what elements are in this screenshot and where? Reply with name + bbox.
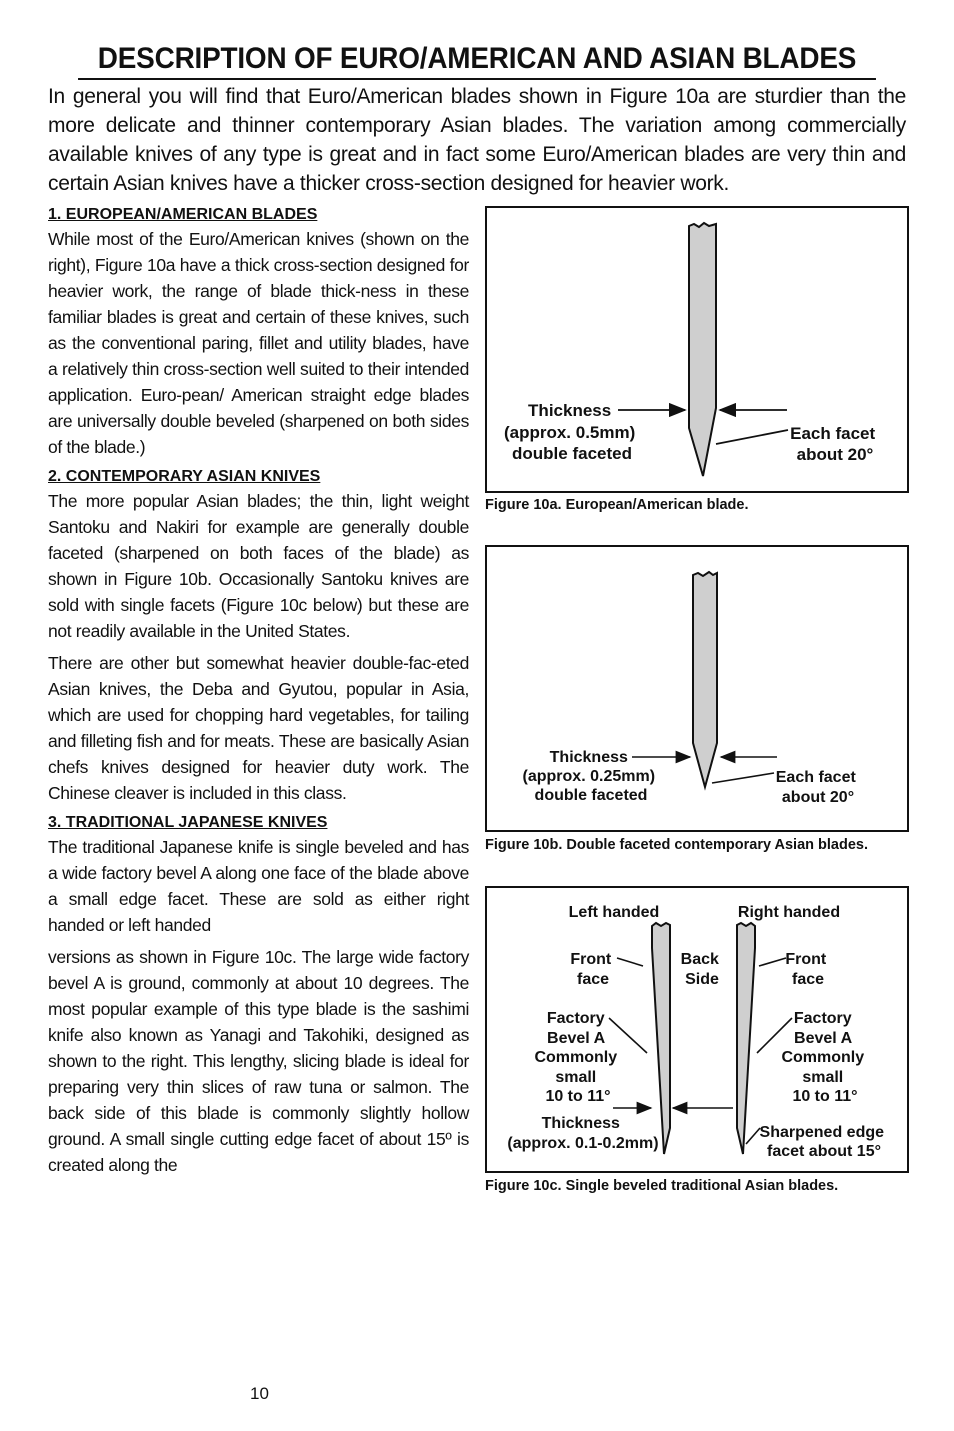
factory-bevel-right-label: Factory — [793, 1010, 852, 1027]
left-handed-blade — [652, 923, 670, 1154]
section-heading-euro-american: 1. EUROPEAN/AMERICAN BLADES — [48, 206, 318, 223]
sharpened-edge-label: Sharpened edge — [759, 1124, 885, 1141]
intro-paragraph: In general you will find that Euro/American blades shown in Figure 10a are sturdier than the more delicate and thinner contemporary Asian blades. The variation among commercially available knives of any type is great and in fact some Euro/American blades are very thin and certain Asian knives have a thicker cross-section designed for heavier work. — [48, 85, 906, 195]
fig10b-caption: Figure 10b. Double faceted contemporary Asian blades. — [485, 837, 869, 853]
fig10a-facet-label: Each facet — [790, 424, 876, 443]
fig10b-thickness-type: double faceted — [534, 787, 648, 804]
svg-text:Front face — [785, 951, 830, 988]
sharpened-edge-label-2: facet about 15° — [767, 1143, 881, 1160]
factory-bevel-right-label-5: 10 to 11° — [792, 1088, 858, 1105]
fig10a-facet-angle: about 20° — [796, 445, 874, 464]
back-side-label-2: Side — [685, 971, 719, 988]
svg-text:Factory Bevel A Co — [534, 1010, 621, 1105]
factory-bevel-right-label-4: small — [802, 1069, 844, 1086]
factory-bevel-left-label-5: 10 to 11° — [545, 1088, 611, 1105]
section-paragraph: There are other but somewhat heavier double-fac-eted Asian knives, the Deba and Gyutou, popular in Asia, which are used for chopping hard vegetables, for tailing and filleting fish and for meats. These are basically Asian chefs knives designed for heavier duty work. The Chinese cleaver is included in this class. — [48, 653, 469, 803]
fig10a-caption: Figure 10a. European/American blade. — [485, 497, 749, 513]
svg-text:Sharpened edge facet abo — [760, 1124, 889, 1160]
fig10b-thickness-value: (approx. 0.25mm) — [522, 768, 656, 785]
figure-10b — [485, 545, 909, 832]
fig10a-thickness-value: (approx. 0.5mm) — [503, 423, 636, 442]
front-face-left-label-2: face — [576, 971, 610, 988]
section-paragraph: The more popular Asian blades; the thin, light weight Santoku and Nakiri for example are generally double faceted (sharpened on both faces of the blade) as shown in Figure 10b. Occasionally Santoku knives are sold with single facets (Figure 10c below) but these are not readily available in the United States. — [48, 491, 469, 641]
right-handed-label: Right handed — [737, 904, 841, 921]
fig10c-caption: Figure 10c. Single beveled traditional Asian blades. — [485, 1178, 839, 1194]
left-handed-label: Left handed — [568, 904, 660, 921]
section-paragraph: While most of the Euro/American knives (shown on the right), Figure 10a have a thick cross-section designed for heavier work, the range of blade thick-ness in these familiar blades is great and certain of these knives, such as the conventional paring, fillet and utility blades, have a relatively thin cross-section well suited to their intended application. Euro-pean/ American straight edge blades are universally double beveled (sharpened on both sides of the blade.) — [48, 229, 469, 457]
svg-text:Back Side — [681, 951, 724, 988]
factory-bevel-left-label: Factory — [546, 1010, 605, 1027]
front-face-right-label: Front — [785, 951, 827, 968]
svg-text:Each facet about 20° — [776, 769, 861, 806]
right-handed-blade — [737, 923, 755, 1154]
back-side-label: Back — [680, 951, 719, 968]
thickness-value: (approx. 0.1-0.2mm) — [507, 1135, 659, 1152]
figure-10a — [485, 206, 909, 493]
section-paragraph: versions as shown in Figure 10c. The large wide factory bevel A is ground, commonly at about 10 degrees. The most popular example of this type blade is the sashimi knife also known as Yanagi and Takohiki, designed as shown to the right. This lengthy, slicing blade is ideal for preparing very thin slices of raw tuna or salmon. The back side of this blade is commonly slightly hollow ground. A small single cutting edge facet of about 15º is created along the — [48, 947, 469, 1175]
svg-text:Each facet about 20° — [790, 424, 880, 464]
section-paragraph: The traditional Japanese knife is single beveled and has a wide factory bevel A along one face of the blade above a small edge facet. These are sold as either right handed or left handed — [48, 837, 469, 935]
page-title: DESCRIPTION OF EURO/AMERICAN AND ASIAN BLADES — [78, 40, 876, 80]
thickness-label: Thickness — [541, 1115, 620, 1132]
factory-bevel-right-label-2: Bevel A — [794, 1030, 852, 1047]
svg-text:Factory Bevel A Co — [781, 1010, 868, 1105]
svg-text:Front face — [570, 951, 615, 988]
page-number: 10 — [250, 1384, 269, 1403]
fig10b-thickness-label: Thickness — [549, 749, 628, 766]
figure-10c — [485, 886, 909, 1173]
front-face-right-label-2: face — [791, 971, 825, 988]
svg-text:Left handed — [569, 904, 660, 921]
section-heading-contemporary-asian: 2. CONTEMPORARY ASIAN KNIVES — [48, 468, 321, 485]
fig10a-thickness-label: Thickness — [528, 401, 612, 420]
factory-bevel-left-label-2: Bevel A — [547, 1030, 605, 1047]
factory-bevel-right-label-3: Commonly — [781, 1049, 865, 1066]
svg-text:Right handed — [738, 904, 840, 921]
section-heading-traditional-japanese: 3. TRADITIONAL JAPANESE KNIVES — [48, 814, 328, 831]
fig10b-facet-label: Each facet — [775, 769, 856, 786]
blade-shape — [693, 572, 717, 787]
factory-bevel-left-label-4: small — [555, 1069, 597, 1086]
blade-shape — [689, 223, 716, 476]
factory-bevel-left-label-3: Commonly — [534, 1049, 618, 1066]
fig10a-thickness-type: double faceted — [512, 444, 632, 463]
text-column — [48, 204, 469, 1178]
svg-text:Thickness (approx. 0.1-0 — [507, 1115, 658, 1152]
fig10b-facet-angle: about 20° — [781, 789, 855, 806]
front-face-left-label: Front — [570, 951, 612, 968]
